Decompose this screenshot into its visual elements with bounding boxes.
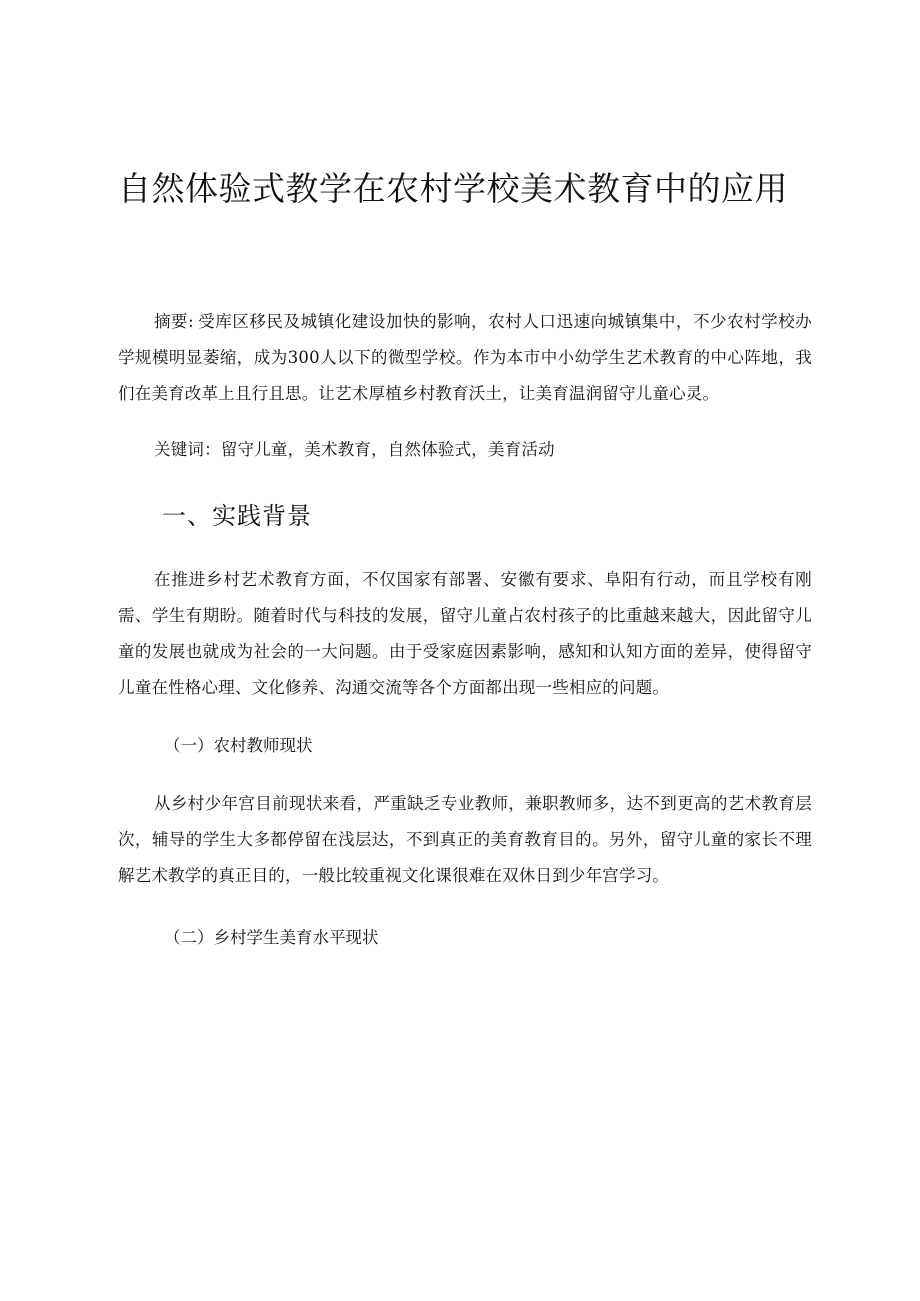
section-paragraph: 在推进乡村艺术教育方面，不仅国家有部署、安徽有要求、阜阳有行动，而且学校有刚需、学生有期盼。随着时代与科技的发展，留守儿童占农村孩子的比重越来越大，因此留守儿童的发展也就成为社会的一大问题。由于受家庭因素影响，感知和认知方面的差异，使得留守儿童在性格心理、文化修养、沟通交流等各个方面都出现一些相应的问题。 xyxy=(118,570,812,697)
abstract-paragraph xyxy=(118,304,812,412)
subsection-paragraph-teachers: 从乡村少年宫目前现状来看，严重缺乏专业教师，兼职教师多，达不到更高的艺术教育层次，辅导的学生大多都停留在浅层达，不到真正的美育教育目的。另外，留守儿童的家长不理解艺术教学的真正目的，一般比较重视文化课很难在双休日到少年宫学习。 xyxy=(118,794,812,885)
keywords-paragraph xyxy=(118,432,812,468)
section-heading-practice-background: 一、实践背景 xyxy=(162,502,312,530)
keywords-text: 留守儿童，美术教育，自然体验式，美育活动 xyxy=(220,440,555,459)
document-title: 自然体验式教学在农村学校美术教育中的应用 xyxy=(118,169,788,208)
subsection-heading-teachers: （一）农村教师现状 xyxy=(164,736,313,755)
keywords-label: 关键词： xyxy=(154,440,221,459)
abstract-text: 受库区移民及城镇化建设加快的影响，农村人口迅速向城镇集中，不少农村学校办学规模明显萎缩，成为300人以下的微型学校。作为本市中小幼学生艺术教育的中心阵地，我们在美育改革上且行且思。让艺术厚植乡村教育沃土，让美育温润留守儿童心灵。 xyxy=(118,312,812,403)
abstract-label: 摘要: xyxy=(154,312,194,331)
subsection-heading-students: （二）乡村学生美育水平现状 xyxy=(164,928,379,947)
